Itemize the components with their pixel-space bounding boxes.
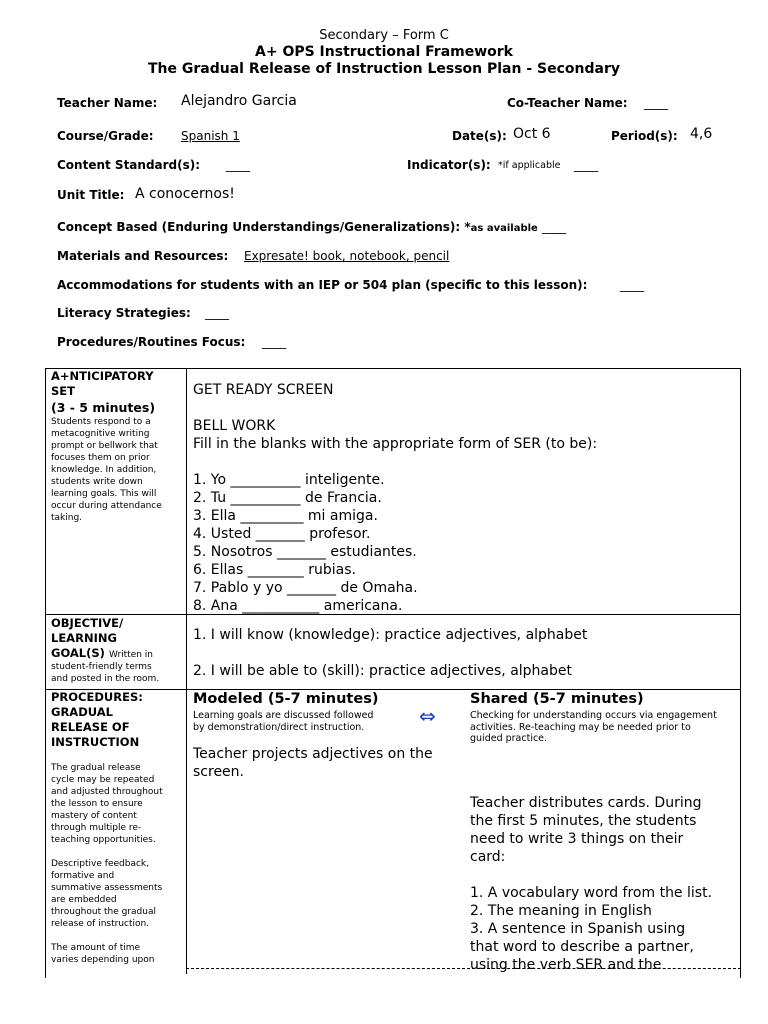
shared-text-line: need to write 3 things on their xyxy=(470,831,684,847)
procedures-note-line: cycle may be repeated xyxy=(51,775,155,785)
procedures-note-line: formative and xyxy=(51,871,115,881)
modeled-text xyxy=(193,745,433,781)
shared-text-line: Teacher distributes cards. During xyxy=(470,795,702,811)
coteacher-name-value[interactable]: ____ xyxy=(644,96,668,110)
unit-title-label: Unit Title: xyxy=(57,188,125,202)
concept-based-value[interactable]: ____ xyxy=(542,220,567,234)
procedures-note-line: and adjusted throughout xyxy=(51,787,163,797)
procedures-note-line: varies depending upon xyxy=(51,955,155,965)
shared-note-line: guided practice. xyxy=(470,733,548,744)
content-standard-value[interactable]: ____ xyxy=(226,158,250,172)
bell-work-item: 4. Usted _______ profesor. xyxy=(193,526,371,542)
modeled-note xyxy=(193,710,373,733)
learning-goal-knowledge: 1. I will know (knowledge): practice adjectives, alphabet xyxy=(193,627,588,643)
shared-text-line: that word to describe a partner, xyxy=(470,939,694,955)
concept-based-label xyxy=(57,220,566,234)
bell-work-item: 1. Yo __________ inteligente. xyxy=(193,472,385,488)
bell-work-item: 6. Ellas ________ rubias. xyxy=(193,562,356,578)
objective-note: Written in xyxy=(108,650,154,660)
procedures-note-cycle xyxy=(51,762,181,846)
dates-label: Date(s): xyxy=(452,129,507,143)
objective-note-3: and posted in the room. xyxy=(51,674,160,684)
literacy-strategies-label: Literacy Strategies: xyxy=(57,306,191,320)
objective-note-2: student-friendly terms xyxy=(51,662,152,672)
anticipatory-description-line: students write down xyxy=(51,477,143,487)
materials-label: Materials and Resources: xyxy=(57,249,229,263)
bell-work-items xyxy=(193,471,418,615)
anticipatory-description-line: learning goals. This will xyxy=(51,489,157,499)
modeled-text-line: Teacher projects adjectives on the xyxy=(193,746,433,762)
procedures-note-line: The gradual release xyxy=(51,763,141,773)
accommodations-label: Accommodations for students with an IEP or 504 plan (specific to this lesson): xyxy=(57,278,588,292)
anticipatory-set-header xyxy=(51,369,181,524)
modeled-heading: Modeled (5-7 minutes) xyxy=(193,691,379,707)
indicator-value[interactable]: ____ xyxy=(574,158,598,172)
procedures-title xyxy=(51,690,181,750)
anticipatory-description-line: prompt or bellwork that xyxy=(51,441,158,451)
anticipatory-description-line: metacognitive writing xyxy=(51,429,150,439)
anticipatory-description-line: taking. xyxy=(51,513,83,523)
procedures-focus-value[interactable]: ____ xyxy=(262,335,286,349)
modeled-text-line: screen. xyxy=(193,764,244,780)
objective-header xyxy=(51,616,181,685)
teacher-name-value[interactable]: Alejandro Garcia xyxy=(181,93,297,109)
procedures-note-line: mastery of content xyxy=(51,811,137,821)
content-standard-label: Content Standard(s): xyxy=(57,158,201,172)
bell-work-item: 8. Ana ___________ americana. xyxy=(193,598,403,614)
procedures-title-line: GRADUAL xyxy=(51,705,113,719)
anticipatory-duration: (3 - 5 minutes) xyxy=(51,400,156,415)
periods-label: Period(s): xyxy=(611,129,678,143)
shared-text-line: card: xyxy=(470,849,506,865)
concept-based-label-text: Concept Based (Enduring Understandings/Generalizations): * xyxy=(57,220,471,234)
periods-value[interactable]: 4,6 xyxy=(690,126,713,142)
procedures-note-line: The amount of time xyxy=(51,943,141,953)
anticipatory-description-line: occur during attendance xyxy=(51,501,162,511)
procedures-note-line: throughout the gradual xyxy=(51,907,156,917)
indicator-label: Indicator(s): xyxy=(407,158,491,172)
form-label: Secondary – Form C xyxy=(319,28,449,43)
learning-goal-skill: 2. I will be able to (skill): practice adjectives, alphabet xyxy=(193,663,572,679)
course-grade-label: Course/Grade: xyxy=(57,129,154,143)
shared-note-line: activities. Re-teaching may be needed prior to xyxy=(470,721,691,733)
table-column-divider xyxy=(186,368,187,974)
procedures-focus-label: Procedures/Routines Focus: xyxy=(57,335,246,349)
modeled-note-line: Learning goals are discussed followed xyxy=(193,710,374,721)
shared-text-line: the first 5 minutes, the students xyxy=(470,813,697,829)
procedures-note-line: summative assessments xyxy=(51,883,163,893)
procedures-note-line: teaching opportunities. xyxy=(51,835,156,845)
teacher-name-label: Teacher Name: xyxy=(57,96,158,110)
procedures-title-line: PROCEDURES: xyxy=(51,690,143,704)
bell-work-item: 3. Ella _________ mi amiga. xyxy=(193,508,378,524)
double-arrow-icon-glyph: ⇔ xyxy=(419,704,436,728)
literacy-strategies-value[interactable]: ____ xyxy=(205,306,229,320)
unit-title-value[interactable]: A conocernos! xyxy=(135,186,235,202)
procedures-note-line: are embedded xyxy=(51,895,117,905)
procedures-note-line: the lesson to ensure xyxy=(51,799,143,809)
shared-text-line xyxy=(470,866,712,884)
get-ready-screen: GET READY SCREEN xyxy=(193,382,334,398)
anticipatory-title: A+NTICIPATORY xyxy=(51,369,154,383)
double-arrow-icon xyxy=(419,704,436,728)
bell-work-title: BELL WORK xyxy=(193,418,276,434)
coteacher-name-label: Co-Teacher Name: xyxy=(507,96,628,110)
dates-value[interactable]: Oct 6 xyxy=(513,126,551,142)
shared-note-line: Checking for understanding occurs via engagement xyxy=(470,710,717,721)
anticipatory-description-line: knowledge. In addition, xyxy=(51,465,157,475)
objective-title-3: GOAL(S) xyxy=(51,646,105,660)
shared-text-line: 1. A vocabulary word from the list. xyxy=(470,885,713,901)
course-grade-value[interactable]: Spanish 1 xyxy=(181,129,240,143)
concept-based-note: as available xyxy=(470,223,538,234)
framework-title: A+ OPS Instructional Framework xyxy=(255,44,513,60)
anticipatory-description-line: Students respond to a xyxy=(51,417,151,427)
lesson-plan-title: The Gradual Release of Instruction Lesson Plan - Secondary xyxy=(148,61,620,77)
procedures-note-time xyxy=(51,942,181,966)
bell-work-item: 7. Pablo y yo _______ de Omaha. xyxy=(193,580,418,596)
procedures-header xyxy=(51,690,181,966)
accommodations-value[interactable]: ____ xyxy=(620,278,644,292)
shared-text-line: using the verb SER and the xyxy=(470,957,662,973)
objective-title: OBJECTIVE/ xyxy=(51,616,124,630)
anticipatory-description-line: focuses them on prior xyxy=(51,453,150,463)
shared-note xyxy=(470,710,717,745)
procedures-note-line: Descriptive feedback, xyxy=(51,859,149,869)
anticipatory-title-2: SET xyxy=(51,384,75,398)
procedures-title-line: INSTRUCTION xyxy=(51,735,140,749)
shared-text xyxy=(470,794,712,974)
procedures-title-line: RELEASE OF xyxy=(51,720,130,734)
bell-work-item: 5. Nosotros _______ estudiantes. xyxy=(193,544,417,560)
shared-text-line: 2. The meaning in English xyxy=(470,903,652,919)
shared-text-line: 3. A sentence in Spanish using xyxy=(470,921,686,937)
materials-value[interactable]: Expresate! book, notebook, pencil xyxy=(244,249,450,263)
indicator-note: *if applicable xyxy=(498,160,561,171)
objective-title-2: LEARNING xyxy=(51,631,117,645)
procedures-note-line: through multiple re- xyxy=(51,823,142,833)
modeled-note-line: by demonstration/direct instruction. xyxy=(193,721,365,733)
procedures-note-feedback xyxy=(51,858,181,930)
anticipatory-description xyxy=(51,416,181,524)
procedures-note-line: release of instruction. xyxy=(51,919,150,929)
bell-work-instruction: Fill in the blanks with the appropriate form of SER (to be): xyxy=(193,436,598,452)
shared-heading: Shared (5-7 minutes) xyxy=(470,691,644,707)
bell-work-item: 2. Tu __________ de Francia. xyxy=(193,490,382,506)
